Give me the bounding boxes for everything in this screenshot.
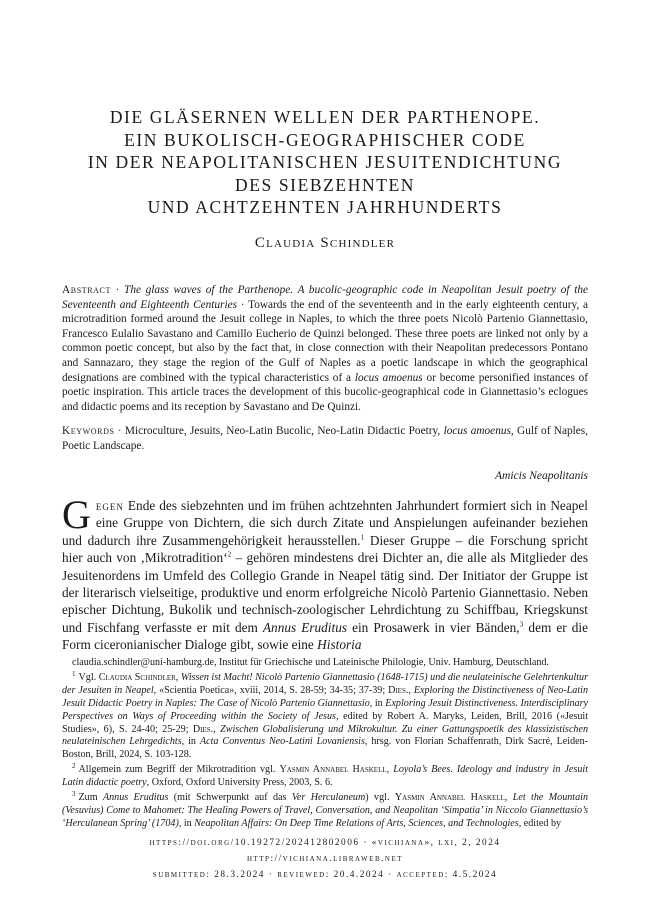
footnote-2-title: Loyola’s Bees. Ideology and industry in Jesuit Latin didactic poetry: [62, 764, 588, 789]
footnote-3-title: Let the Mountain (Vesuvius) Come to Mahomet: The Healing Powers of Travel, Conversation, and Neapolitan ‘Simpatia’ in Niccolo Giannettasio’s ‘Herculanean Spring’ (1704): [62, 792, 589, 829]
footer-doi[interactable]: https://doi.org/10.19272/202412802006 · «vichiana», lxi, 2, 2024: [149, 838, 501, 848]
footnote-3-text: Zum: [78, 792, 103, 804]
footnote-1-text: ,: [408, 684, 414, 696]
body-annus-eruditus: Annus Eruditus: [262, 619, 348, 635]
footnote-2-text: ,: [386, 764, 394, 776]
body-text-2: Dieser Gruppe – die Forschung spricht hier auch von ‚Mikrotradition‘: [62, 532, 588, 566]
footnote-3-title: Neapolitan Affairs: On Deep Time Relations of Arts, Sciences, and Technologies: [194, 817, 519, 829]
abstract-english-title: The glass waves of the Parthenope. A bucolic-geographic code in Neapolitan Jesuit poetry of the Seventeenth and Eighteenth Centuries: [62, 284, 589, 311]
footnote-3-title: Ver Herculaneum: [291, 792, 366, 804]
footnote-2-author: Yasmin Annabel Haskell: [279, 764, 387, 776]
abstract-text-2: or become personified instances of poetic inspiration. This article traces the development of this bucolic-geographical code in Giannettasio’s eclogues and didactic poems and its reception by Savastano and De Quinzi.: [62, 371, 589, 413]
footnote-1-text: ,: [175, 671, 181, 683]
footnote-1-text: , hrsg. von Florian Schaffenrath, Dirk Sacré, Leiden-Boston, Brill, 2024, S. 103-128.: [62, 736, 589, 761]
footnote-1-title: Zwischen Globalisierung und Mikrokultur. Zu einer Gattungspoetik des klassizistischen neulateinischen Lehrgedichts: [62, 723, 588, 748]
footnote-3-text: , edited by: [518, 817, 562, 829]
footnote-1-title: Acta Conventus Neo-Latini Lovaniensis: [199, 736, 365, 748]
keywords: [62, 424, 588, 453]
drop-cap: G: [62, 492, 91, 537]
title-line-2: EIN BUKOLISCH-GEOGRAPHISCHER CODE: [124, 129, 526, 150]
article-title: [40, 106, 610, 219]
footnote-2: [62, 761, 588, 790]
footnote-3-text: ) vgl.: [365, 792, 395, 804]
footnote-3-author: Yasmin Annabel Haskell: [394, 792, 505, 804]
body-historia: Historia: [317, 637, 362, 653]
title-line-1: DIE GLÄSERNEN WELLEN DER PARTHENOPE.: [109, 107, 541, 127]
body-paragraph: [62, 492, 588, 654]
footnote-1-text: Vgl.: [78, 671, 99, 683]
footnote-ref-3[interactable]: 3: [519, 619, 524, 629]
footnote-1-author: Dies.: [388, 684, 409, 696]
body-text-4: ein Prosawerk in vier Bänden,: [347, 619, 520, 635]
keywords-label: Keywords: [62, 425, 115, 437]
title-line-4: DES SIEBZEHNTEN: [234, 174, 416, 195]
footnote-3-text: ,: [504, 792, 513, 804]
footnote-3-title: Annus Eruditus: [102, 792, 169, 804]
footnote-2-text: , Oxford, Oxford University Press, 2003, S. 6.: [146, 777, 333, 789]
body-text-5: dem er die Form ciceronianischer Dialoge gibt, sowie eine: [62, 619, 588, 653]
footnote-1-author: Claudia Schindler: [98, 671, 176, 683]
footnotes: [62, 657, 588, 833]
keywords-locus-amoenus: locus amoenus: [443, 425, 511, 437]
footnote-1-text: , «Scientia Poetica», xviii, 2014, S. 28-59; 34-35; 37-39;: [153, 684, 389, 696]
footnote-3: [62, 789, 589, 831]
footnote-2-text: Allgemein zum Begriff der Mikrotradition vgl.: [78, 764, 280, 776]
footnote-1-text: , in: [369, 697, 386, 709]
footnote-2-number: 2: [72, 761, 76, 770]
keywords-text-1: Microculture, Jesuits, Neo-Latin Bucolic, Neo-Latin Didactic Poetry,: [124, 425, 444, 437]
keywords-separator: ·: [114, 425, 125, 437]
dedication: Amicis Neapolitanis: [495, 470, 588, 482]
abstract-separator-2: ·: [237, 298, 249, 311]
footnote-1-title: Exploring the Distinctiveness of Neo-Latin Jesuit Didactic Poetry in Naples: The Case of Nicolò Partenio Giannettasio: [62, 684, 589, 709]
body-text-3: – gehören mindestens drei Dichter an, die alle als Mitglieder des Jesuitenordens im Umfeld des Collegio Grande in Neapel tätig sind. Der Initiator der Gruppe ist der literarisch vielseitige, produktive und enorm erfolgreiche Nicolò Partenio Giannettasio. Neben epischer Dichtung, Bukolik und technisch-zoologischer Lehrdichtung zu Schiffbau, Kriegskunst und Fischfang verfasste er mit dem: [62, 550, 588, 635]
footnote-1-author: Dies.: [192, 723, 214, 735]
abstract-text-1: Towards the end of the seventeenth and in the early eighteenth century, a microtradition formed around the Jesuit college in Naples, to which the three poets Nicolò Partenio Giannettasio, Francesco Eulalio Savastano and Camillo Eucherio de Quinzi belonged. These three poets are linked not only by a common poetic concept, but also by the fact that, in close connection with their Neapolitan predecessors Pontano and Sannazaro, they stage the region of the Gulf of Naples as a poetic landscape in which the geographical designations are combined with the typical characteristics of a: [62, 298, 588, 384]
footnote-1-number: 1: [72, 669, 76, 678]
abstract: [62, 283, 588, 414]
footnote-1-text: ,: [213, 723, 221, 735]
footnote-1: [62, 669, 589, 762]
abstract-label: Abstract: [62, 284, 111, 296]
footnote-ref-2[interactable]: 2: [227, 549, 232, 559]
footnote-1-title: Wissen ist Macht! Nicolò Partenio Giannettasio (1648-1715) und die neulateinische Gelehrtenkultur der Jesuiten in Neapel: [62, 671, 589, 696]
abstract-locus-amoenus: locus amoenus: [354, 371, 423, 384]
footnote-1-text: , in: [181, 736, 200, 748]
author-name: Claudia Schindler: [254, 235, 396, 251]
footer-dates: submitted: 28.3.2024 · reviewed: 20.4.2024 · accepted: 4.5.2024: [152, 870, 498, 880]
abstract-separator: ·: [110, 284, 125, 296]
footnote-ref-1[interactable]: 1: [360, 532, 365, 542]
footnote-3-text: , in: [178, 817, 195, 829]
title-line-5: UND ACHTZEHNTEN JAHRHUNDERTS: [147, 197, 503, 218]
footer-website[interactable]: http://vichiana.libraweb.net: [246, 854, 404, 864]
author-affiliation: claudia.schindler@uni-hamburg.de, Institut für Griechische und Lateinische Philologie, Univ. Hamburg, Deutschland.: [72, 657, 549, 668]
footnote-3-number: 3: [72, 789, 76, 798]
opening-word: egen: [95, 498, 124, 513]
footnote-3-text: (mit Schwerpunkt auf das: [168, 792, 292, 804]
body-text-1: Ende des siebzehnten und im frühen achtzehnten Jahrhundert formiert sich in Neapel eine Gruppe von Dichtern, die sich durch Zitate und Anspielungen aufeinander beziehen und dadurch ihre Zusammengehörigkeit herausstellen.: [62, 498, 588, 548]
title-line-3: IN DER NEAPOLITANISCHEN JESUITENDICHTUNG: [87, 152, 563, 173]
footnote-1-title: Exploring Jesuit Distinctiveness. Interdisciplinary Perspectives on Ways of Proceeding within the Society of Jesus: [62, 697, 589, 722]
footnote-1-text: , edited by Robert A. Maryks, Leiden, Brill, 2016 («Jesuit Studies», 6), S. 24-40; 25-29;: [62, 710, 588, 735]
keywords-text-2: , Gulf of Naples, Poetic Landscape.: [62, 425, 588, 452]
